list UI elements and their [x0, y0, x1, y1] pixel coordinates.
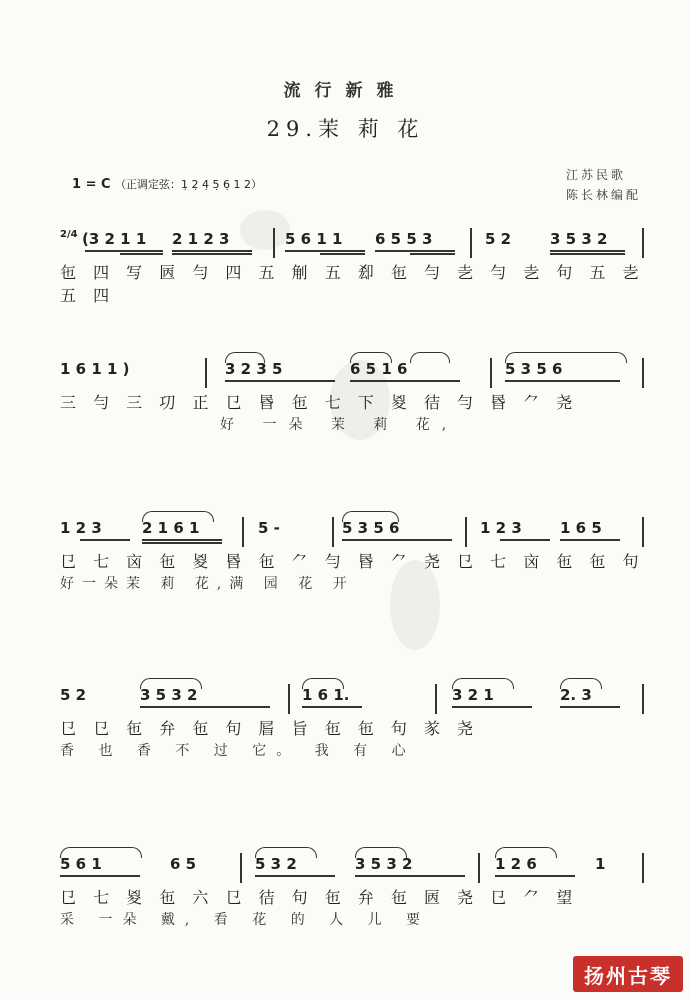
note-group: 6 5 1 6 — [350, 360, 408, 378]
note-group: 2 1 6 1 — [142, 519, 200, 537]
tablature-line: 㔾 㔾 㐌 弁 㐌 句 㞓 旨 㐌 㐌 句 㒸 尧 — [60, 719, 480, 738]
note-group: 1 2 3 — [480, 519, 522, 537]
note-group: 5 6 1 — [60, 855, 102, 873]
note-group: 5 3 5 6 — [342, 519, 400, 537]
note-group: 1 6 5 — [560, 519, 602, 537]
bar-line — [465, 517, 467, 547]
note-group: 3 2 1 — [452, 686, 494, 704]
lyrics-line: 香 也 香 不 过 它。 我 有 心 — [60, 743, 416, 759]
lyrics-line: 好 一朵 茉 莉 花, — [220, 417, 459, 433]
tablature-line: 㐌 四 写 㔷 勻 四 五 㓩 五 㕁 㐌 勻 㐋 勻 㐋 句 五 㐋 五 四 — [60, 263, 645, 305]
note-group: 3 5 3 2 — [355, 855, 413, 873]
bar-line — [642, 228, 644, 258]
bar-line — [273, 228, 275, 258]
bar-line — [642, 684, 644, 714]
note-group: 6 5 5 3 — [375, 230, 433, 248]
note-group: 1 — [595, 855, 606, 873]
note-group: 5 6 1 1 — [285, 230, 343, 248]
note-group: 6 5 — [170, 855, 197, 873]
note-group: 5 3 5 6 — [505, 360, 563, 378]
bar-line — [332, 517, 334, 547]
bar-line — [490, 358, 492, 388]
bar-line — [642, 358, 644, 388]
key-signature — [72, 176, 262, 192]
bar-line — [470, 228, 472, 258]
tablature-line: 三 勻 三 㓛 正 㔾 昬 㐌 七 下 㚇 㣟 勻 昬 ⺈ 尧 — [60, 393, 579, 412]
bar-line — [435, 684, 437, 714]
note-group: 3 5 3 2 — [550, 230, 608, 248]
tablature-line: 㔾 七 㐫 㐌 㚇 昬 㐌 ⺈ 勻 昬 ⺈ 尧 㔾 七 㐫 㐌 㐌 句 — [60, 552, 645, 571]
bar-line — [478, 853, 480, 883]
bar-line — [288, 684, 290, 714]
key-label: 1 = C — [72, 177, 111, 192]
lyrics-line: 好一朵茉 莉 花,满 园 花 开 — [60, 576, 355, 592]
note-group: (3 2 1 1 — [82, 230, 147, 248]
tuning-label: （正调定弦：1̣ 2̣ 4̣ 5̣ 6̣ 1 2） — [115, 178, 263, 191]
collection-title: 流行新雅 — [283, 81, 408, 101]
note-group: 1 6 1 1 ) — [60, 360, 130, 378]
note-group: 1 2 3 — [60, 519, 102, 537]
bar-line — [642, 853, 644, 883]
note-group: 5 2 — [485, 230, 512, 248]
time-signature: 2/4 — [60, 229, 78, 240]
note-group: 5 3 2 — [255, 855, 297, 873]
note-group: 5 2 — [60, 686, 87, 704]
song-origin: 江苏民歌 — [566, 168, 627, 182]
arranger-credit: 陈长林编配 — [566, 188, 642, 202]
note-group: 2 1 2 3 — [172, 230, 230, 248]
song-title: 29.茉 莉 花 — [266, 117, 425, 141]
note-group: 1 2 6 — [495, 855, 537, 873]
tablature-line: 㔾 七 㚇 㐌 六 㔾 㣟 句 㐌 弁 㐌 㔷 尧 㔾 ⺈ 望 — [60, 888, 579, 907]
lyrics-line: 采 一朵 戴, 看 花 的 人 儿 要 — [60, 912, 431, 928]
bar-line — [205, 358, 207, 388]
note-group: 2. 3 — [560, 686, 592, 704]
note-group: 3 2 3 5 — [225, 360, 283, 378]
note-group: 5 - — [258, 519, 280, 537]
watermark-logo: 扬州古琴 — [573, 956, 683, 992]
bar-line — [242, 517, 244, 547]
bar-line — [240, 853, 242, 883]
bar-line — [642, 517, 644, 547]
note-group: 1 6 1. — [302, 686, 350, 704]
note-group: 3 5 3 2 — [140, 686, 198, 704]
